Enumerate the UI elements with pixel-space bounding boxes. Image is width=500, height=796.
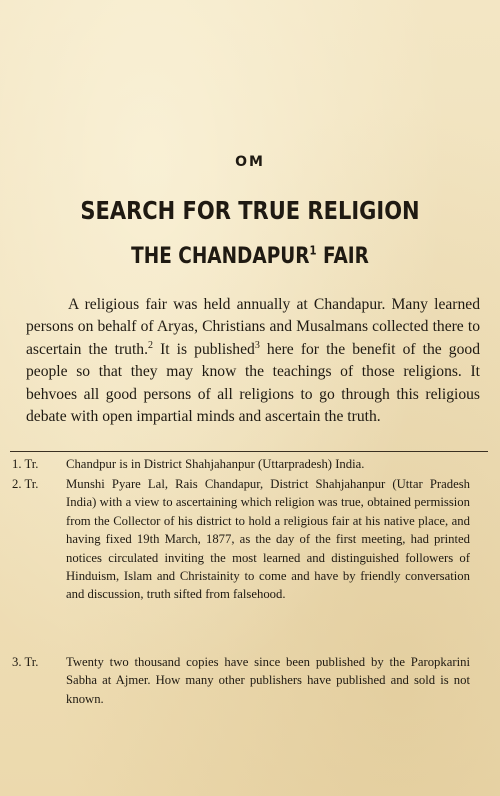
main-title: SEARCH FOR TRUE RELIGION xyxy=(80,196,420,225)
footnote-text: Twenty two thousand copies have since been published by the Paropkarini Sabha at Ajmer. How many other publishers have published and sold is not known. xyxy=(66,655,470,706)
sub-title xyxy=(40,244,460,269)
paragraph xyxy=(26,294,480,428)
sub-title-suffix: FAIR xyxy=(316,244,369,269)
footnote-number: 2. Tr. xyxy=(12,477,39,491)
footnote-divider xyxy=(10,451,488,452)
sub-title-text: THE CHANDAPUR xyxy=(131,244,310,269)
om-heading: OM xyxy=(235,154,265,170)
body-paragraph xyxy=(26,294,480,428)
footnote-2 xyxy=(12,475,470,604)
footnote-3 xyxy=(12,653,470,708)
paragraph-part-1: A religious fair was held annually at Chandapur. Many learned persons on behalf of Aryas, Christians and Musalmans collected there to ascertain the truth. xyxy=(26,296,480,358)
sub-title-footnote-ref: 1 xyxy=(309,243,317,258)
footnote-number: 3. Tr. xyxy=(12,655,39,669)
footnote-1 xyxy=(12,455,470,473)
footnote-ref-3: 3 xyxy=(254,339,260,351)
footnote-ref-2: 2 xyxy=(147,339,153,351)
footnote-number: 1. Tr. xyxy=(12,457,39,471)
footnote-text: Munshi Pyare Lal, Rais Chandapur, District Shahjahanpur (Uttar Pradesh India) with a view to ascertaining which religion was true, obtained permission from the Collector of his district to hold a religious fair at his native place, and having fixed 19th March, 1877, as the day of the first meeting, had printed notices circulated inviting the most learned and distinguished followers of Hinduism, Islam and Christainity to come and have by friendly conversation and discussion, truth sifted from falsehood. xyxy=(66,477,470,602)
paragraph-part-2: It is published xyxy=(152,340,255,358)
footnote-text: Chandpur is in District Shahjahanpur (Uttarpradesh) India. xyxy=(66,457,365,471)
paragraph-part-3: here for the benefit of the good people so that they may know the teachings of those religions. It behvoes all good persons of all religions to go through this religious debate with open impartial minds and ascertain the truth. xyxy=(26,340,480,426)
